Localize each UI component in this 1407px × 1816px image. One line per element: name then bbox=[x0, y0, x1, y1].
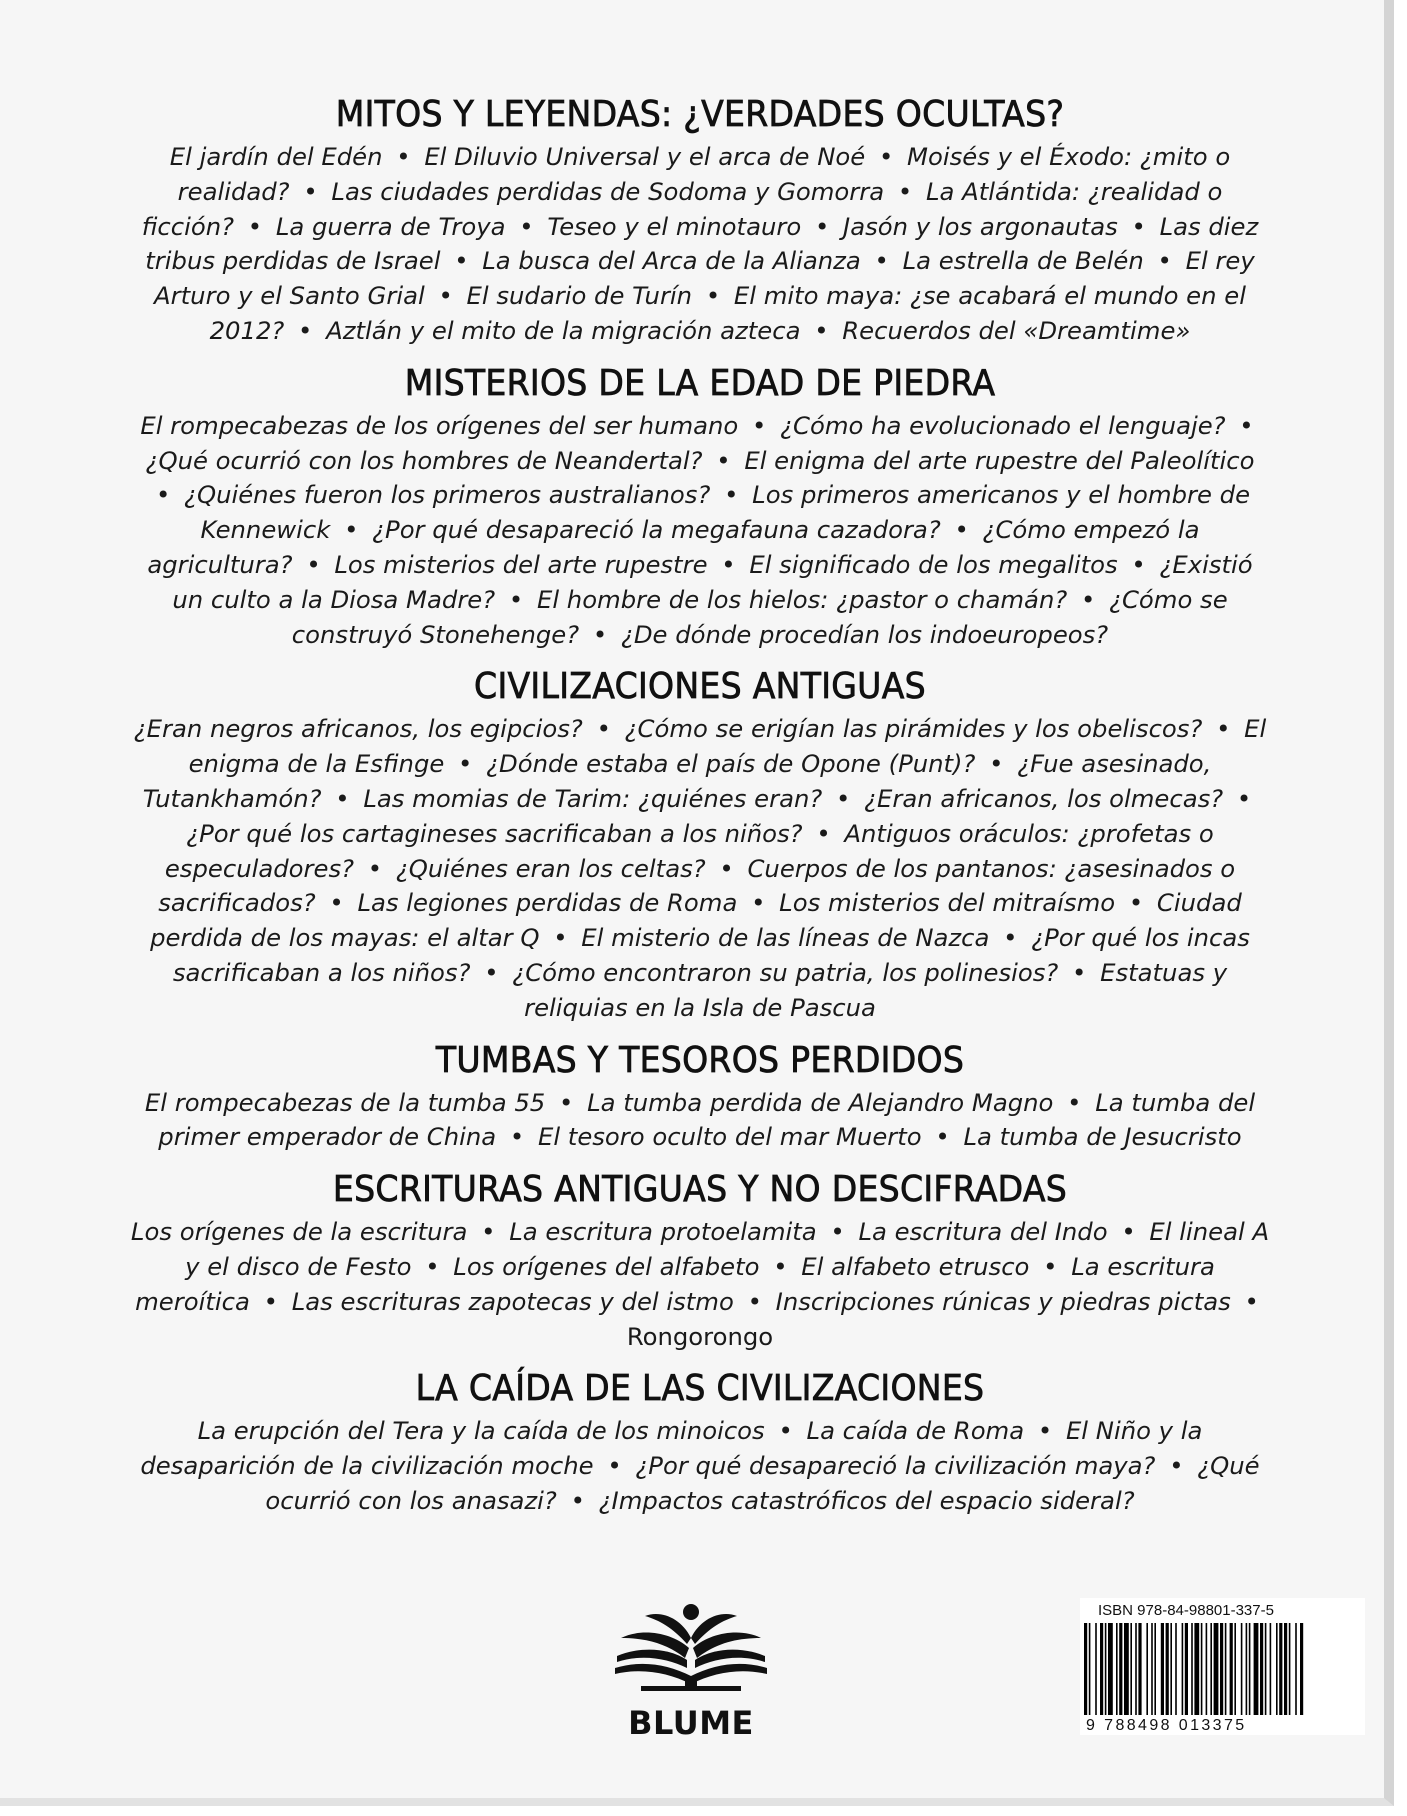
barcode-bar bbox=[1284, 1623, 1287, 1715]
topic-item: ¿Dónde estaba el país de Opone (Punt)? bbox=[486, 749, 976, 779]
barcode-bar bbox=[1220, 1623, 1223, 1715]
barcode-bar bbox=[1279, 1623, 1282, 1715]
section bbox=[130, 664, 1270, 1025]
barcode-bar bbox=[1270, 1623, 1272, 1715]
topic-item: Las diez tribus perdidas de Israel bbox=[145, 211, 1259, 276]
bullet-separator: • bbox=[425, 1251, 440, 1281]
bullet-separator: • bbox=[1216, 714, 1231, 744]
barcode-bar bbox=[1300, 1623, 1303, 1715]
topic-item: Las ciudades perdidas de Sodoma y Gomorra bbox=[331, 176, 885, 206]
bullet-separator: • bbox=[1003, 923, 1018, 953]
section-title: ESCRITURAS ANTIGUAS Y NO DESCIFRADAS bbox=[332, 1169, 1068, 1211]
topic-item: ¿Fue asesinado, Tutankhamón? bbox=[142, 749, 1212, 813]
barcode-bar bbox=[1230, 1623, 1233, 1715]
topic-item: La erupción del Tera y la caída de los minoicos bbox=[197, 1416, 765, 1446]
bullet-separator: • bbox=[1157, 246, 1172, 276]
section-topics bbox=[130, 1414, 1270, 1518]
bullet-separator: • bbox=[519, 211, 534, 241]
bullet-separator: • bbox=[481, 1217, 496, 1247]
bullet-separator: • bbox=[1128, 888, 1144, 918]
bullet-separator: • bbox=[367, 853, 383, 883]
topic-item: La escritura meroítica bbox=[135, 1251, 1215, 1316]
barcode-bar bbox=[1206, 1623, 1208, 1715]
barcode-bar bbox=[1095, 1623, 1097, 1715]
topic-item: ¿Cómo empezó la agricultura? bbox=[147, 515, 1200, 579]
section-title: LA CAÍDA DE LAS CIVILIZACIONES bbox=[415, 1368, 985, 1410]
bullet-separator: • bbox=[773, 1251, 788, 1281]
bullet-separator: • bbox=[836, 783, 851, 813]
bullet-separator: • bbox=[1169, 1451, 1184, 1481]
bullet-separator: • bbox=[396, 142, 411, 171]
bullet-separator: • bbox=[558, 1087, 574, 1117]
barcode-bar bbox=[1175, 1623, 1177, 1715]
section-topics bbox=[130, 1086, 1270, 1156]
bullet-separator: • bbox=[1037, 1416, 1053, 1446]
bullet-separator: • bbox=[878, 142, 894, 171]
topic-item: ¿Cómo se construyó Stonehenge? bbox=[291, 584, 1228, 649]
topic-item: La tumba del primer emperador de China bbox=[158, 1087, 1256, 1152]
barcode-bar bbox=[1119, 1623, 1122, 1715]
topic-item: La estrella de Belén bbox=[902, 246, 1144, 276]
bullet-separator: • bbox=[508, 584, 524, 614]
isbn-barcode bbox=[1080, 1598, 1365, 1735]
barcode-bar bbox=[1295, 1623, 1297, 1715]
bullet-separator: • bbox=[1236, 783, 1252, 813]
topic-item: La tumba de Jesucristo bbox=[963, 1122, 1242, 1152]
bullet-separator: • bbox=[592, 619, 608, 649]
topic-item: Los misterios del arte rupestre bbox=[334, 549, 708, 579]
topic-item: El enigma del arte rupestre del Paleolítico bbox=[744, 445, 1255, 475]
barcode-bar bbox=[1194, 1623, 1199, 1715]
section-topics bbox=[130, 140, 1270, 349]
section-title: MISTERIOS DE LA EDAD DE PIEDRA bbox=[404, 362, 996, 404]
topic-item: Ciudad perdida de los mayas: el altar Q bbox=[150, 888, 1242, 953]
topic-item: El Niño y la desaparición de la civilización moche bbox=[140, 1416, 1203, 1481]
topic-item: El sudario de Turín bbox=[466, 281, 693, 311]
bullet-separator: • bbox=[458, 749, 473, 779]
topic-item: El hombre de los hielos: ¿pastor o chamán? bbox=[536, 584, 1068, 614]
topic-item: Aztlán y el mito de la migración azteca bbox=[326, 315, 801, 345]
barcode-bar bbox=[1166, 1623, 1169, 1715]
bullet-separator: • bbox=[1244, 1286, 1259, 1316]
topic-item: La busca del Arca de la Alianza bbox=[482, 246, 861, 276]
topic-item: ¿Impactos catastróficos del espacio sideral? bbox=[598, 1485, 1135, 1515]
bullet-separator: • bbox=[935, 1122, 950, 1152]
bullet-separator: • bbox=[570, 1485, 585, 1515]
topic-item: ¿Existió un culto a la Diosa Madre? bbox=[172, 549, 1253, 614]
bullet-separator: • bbox=[263, 1286, 278, 1316]
barcode-bar bbox=[1241, 1623, 1243, 1715]
topic-item: Los orígenes de la escritura bbox=[130, 1217, 468, 1247]
barcode-bar bbox=[1146, 1623, 1148, 1715]
section-topics bbox=[130, 1215, 1270, 1354]
bullet-separator: • bbox=[596, 714, 611, 744]
topic-item: ¿Qué ocurrió con los hombres de Neandertal? bbox=[145, 445, 703, 475]
topic-item: ¿Cómo encontraron su patria, los polinesios? bbox=[512, 957, 1059, 987]
bullet-separator: • bbox=[247, 211, 263, 241]
bullet-separator: • bbox=[721, 549, 736, 579]
barcode-bar bbox=[1138, 1623, 1141, 1715]
bullet-separator: • bbox=[814, 315, 829, 345]
bullet-separator: • bbox=[1131, 211, 1146, 241]
topic-item: ¿Eran africanos, los olmecas? bbox=[864, 783, 1224, 813]
barcode-bar bbox=[1254, 1623, 1259, 1715]
bullet-separator: • bbox=[329, 888, 344, 918]
bullet-separator: • bbox=[335, 783, 350, 813]
contents-list bbox=[130, 92, 1270, 1519]
topic-item: ¿Por qué desapareció la civilización maya? bbox=[635, 1451, 1156, 1481]
topic-item: Recuerdos del «Dreamtime» bbox=[842, 315, 1191, 345]
barcode-bar bbox=[1135, 1623, 1137, 1715]
barcode-bar bbox=[1124, 1623, 1129, 1715]
barcode-bar bbox=[1116, 1623, 1118, 1715]
barcode-bar bbox=[1084, 1623, 1087, 1715]
bullet-separator: • bbox=[303, 176, 318, 206]
barcode-bar bbox=[1201, 1623, 1203, 1715]
bullet-separator: • bbox=[306, 549, 321, 579]
section bbox=[130, 92, 1270, 349]
topic-item: Las momias de Tarim: ¿quiénes eran? bbox=[363, 783, 823, 813]
bullet-separator: • bbox=[816, 818, 831, 848]
bullet-separator: • bbox=[954, 515, 969, 545]
topic-item: El rey Arturo y el Santo Grial bbox=[154, 246, 1255, 311]
bullet-separator: • bbox=[607, 1451, 622, 1481]
topic-item: Rongorongo bbox=[626, 1321, 774, 1351]
section-title: MITOS Y LEYENDAS: ¿VERDADES OCULTAS? bbox=[335, 94, 1065, 135]
section-title: TUMBAS Y TESOROS PERDIDOS bbox=[435, 1039, 965, 1081]
topic-item: El Diluvio Universal y el arca de Noé bbox=[424, 142, 866, 171]
barcode-bar bbox=[1100, 1623, 1103, 1715]
topic-item: El significado de los megalitos bbox=[749, 549, 1118, 579]
topic-item: La escritura del Indo bbox=[858, 1217, 1108, 1247]
barcode-bar bbox=[1249, 1623, 1251, 1715]
publisher-name: BLUME bbox=[628, 1704, 754, 1742]
topic-item: ¿Por qué desapareció la megafauna cazadora? bbox=[372, 515, 941, 545]
barcode-digits: 9 788498 013375 bbox=[1086, 1717, 1247, 1734]
barcode-bar bbox=[1161, 1623, 1164, 1715]
open-book-icon bbox=[611, 1598, 771, 1698]
section bbox=[130, 1167, 1270, 1354]
barcode-bar bbox=[1260, 1623, 1263, 1715]
topic-item: El lineal A y el disco de Festo bbox=[185, 1217, 1270, 1281]
topic-item: El rompecabezas de los orígenes del ser humano bbox=[140, 410, 739, 440]
bullet-separator: • bbox=[1239, 410, 1254, 440]
bullet-separator: • bbox=[553, 923, 568, 953]
section-topics bbox=[130, 409, 1270, 653]
barcode-bar bbox=[1276, 1623, 1278, 1715]
topic-item: El mito maya: ¿se acabará el mundo en el 2012? bbox=[209, 281, 1246, 345]
section bbox=[130, 1366, 1270, 1518]
topic-item: ¿Eran negros africanos, los egipcios? bbox=[133, 714, 583, 744]
topic-item: El rompecabezas de la tumba 55 bbox=[144, 1087, 546, 1117]
barcode-bar bbox=[1246, 1623, 1248, 1715]
topic-item: La guerra de Troya bbox=[275, 211, 506, 241]
barcode-bar bbox=[1214, 1623, 1219, 1715]
bullet-separator: • bbox=[747, 1286, 762, 1316]
topic-item: ¿Cómo ha evolucionado el lenguaje? bbox=[780, 410, 1226, 440]
bullet-separator: • bbox=[830, 1217, 845, 1247]
isbn-label: ISBN 978-84-98801-337-5 bbox=[1098, 1602, 1274, 1619]
barcode-bar bbox=[1089, 1623, 1091, 1715]
bullet-separator: • bbox=[155, 480, 171, 510]
topic-item: El alfabeto etrusco bbox=[801, 1251, 1030, 1281]
barcode-bars bbox=[1080, 1623, 1360, 1715]
bullet-separator: • bbox=[1080, 584, 1096, 614]
topic-item: El misterio de las líneas de Nazca bbox=[581, 923, 990, 953]
barcode-bar bbox=[1210, 1623, 1212, 1715]
bullet-separator: • bbox=[509, 1122, 525, 1152]
topic-item: ¿Qué ocurrió con los anasazi? bbox=[265, 1451, 1260, 1515]
barcode-bar bbox=[1289, 1623, 1291, 1715]
bullet-separator: • bbox=[1072, 957, 1087, 987]
barcode-bar bbox=[1130, 1623, 1132, 1715]
barcode-bar bbox=[1234, 1623, 1236, 1715]
topic-item: Moisés y el Éxodo: ¿mito o realidad? bbox=[177, 142, 1231, 206]
section bbox=[130, 361, 1270, 653]
bullet-separator: • bbox=[1131, 549, 1146, 579]
topic-item: El enigma de la Esfinge bbox=[188, 714, 1267, 779]
topic-item: ¿Por qué los cartagineses sacrificaban a los niños? bbox=[186, 818, 803, 848]
topic-item: Jasón y los argonautas bbox=[843, 211, 1118, 241]
topic-item: Antiguos oráculos: ¿profetas o especuladores? bbox=[164, 818, 1214, 883]
bullet-separator: • bbox=[1043, 1251, 1058, 1281]
section bbox=[130, 1038, 1270, 1156]
topic-item: Las legiones perdidas de Roma bbox=[357, 888, 738, 918]
bullet-separator: • bbox=[719, 853, 734, 883]
barcode-bar bbox=[1191, 1623, 1193, 1715]
bullet-separator: • bbox=[344, 515, 359, 545]
barcode-bar bbox=[1225, 1623, 1227, 1715]
topic-item: Teseo y el minotauro bbox=[547, 211, 802, 241]
bullet-separator: • bbox=[724, 480, 739, 510]
bullet-separator: • bbox=[751, 888, 766, 918]
barcode-bar bbox=[1185, 1623, 1188, 1715]
section-title: CIVILIZACIONES ANTIGUAS bbox=[474, 666, 926, 708]
topic-item: ¿Por qué los incas sacrificaban a los niños? bbox=[172, 923, 1250, 987]
topic-item: ¿Cómo se erigían las pirámides y los obeliscos? bbox=[624, 714, 1203, 744]
topic-item: La tumba perdida de Alejandro Magno bbox=[587, 1087, 1054, 1117]
topic-item: ¿Quiénes eran los celtas? bbox=[395, 853, 706, 883]
topic-item: ¿De dónde procedían los indoeuropeos? bbox=[620, 619, 1109, 649]
bullet-separator: • bbox=[705, 281, 721, 311]
topic-item: La caída de Roma bbox=[806, 1416, 1025, 1446]
topic-item: Los primeros americanos y el hombre de Kennewick bbox=[200, 480, 1251, 545]
topic-item: Inscripciones rúnicas y piedras pictas bbox=[775, 1286, 1231, 1316]
barcode-bar bbox=[1151, 1623, 1153, 1715]
barcode-bar bbox=[1170, 1623, 1172, 1715]
bullet-separator: • bbox=[752, 410, 767, 440]
topic-item: Estatuas y reliquias en la Isla de Pascua bbox=[524, 957, 1228, 1022]
topic-item: Las escrituras zapotecas y del istmo bbox=[291, 1286, 734, 1316]
topic-item: Los misterios del mitraísmo bbox=[779, 888, 1116, 918]
barcode-bar bbox=[1265, 1623, 1267, 1715]
barcode-bar bbox=[1108, 1623, 1113, 1715]
topic-item: El tesoro oculto del mar Muerto bbox=[537, 1122, 922, 1152]
section-topics bbox=[130, 712, 1270, 1025]
bullet-separator: • bbox=[484, 957, 499, 987]
topic-item: Los orígenes del alfabeto bbox=[453, 1251, 760, 1281]
bullet-separator: • bbox=[874, 246, 889, 276]
bullet-separator: • bbox=[778, 1416, 793, 1446]
barcode-bar bbox=[1154, 1623, 1156, 1715]
bullet-separator: • bbox=[716, 445, 731, 475]
bullet-separator: • bbox=[814, 211, 830, 241]
barcode-bar bbox=[1105, 1623, 1107, 1715]
topic-item: La escritura protoelamita bbox=[509, 1217, 817, 1247]
topic-item: La Atlántida: ¿realidad o ficción? bbox=[141, 176, 1223, 241]
bullet-separator: • bbox=[438, 281, 453, 311]
bullet-separator: • bbox=[989, 749, 1004, 779]
bullet-separator: • bbox=[1067, 1087, 1082, 1117]
topic-item: Cuerpos de los pantanos: ¿asesinados o sacrificados? bbox=[158, 853, 1236, 918]
topic-item: El jardín del Edén bbox=[169, 142, 383, 171]
bullet-separator: • bbox=[897, 176, 913, 206]
bullet-separator: • bbox=[454, 246, 469, 276]
publisher-logo bbox=[596, 1598, 786, 1742]
bullet-separator: • bbox=[298, 315, 313, 345]
bullet-separator: • bbox=[1121, 1217, 1136, 1247]
barcode-bar bbox=[1182, 1623, 1184, 1715]
topic-item: ¿Quiénes fueron los primeros australianos? bbox=[184, 480, 711, 510]
